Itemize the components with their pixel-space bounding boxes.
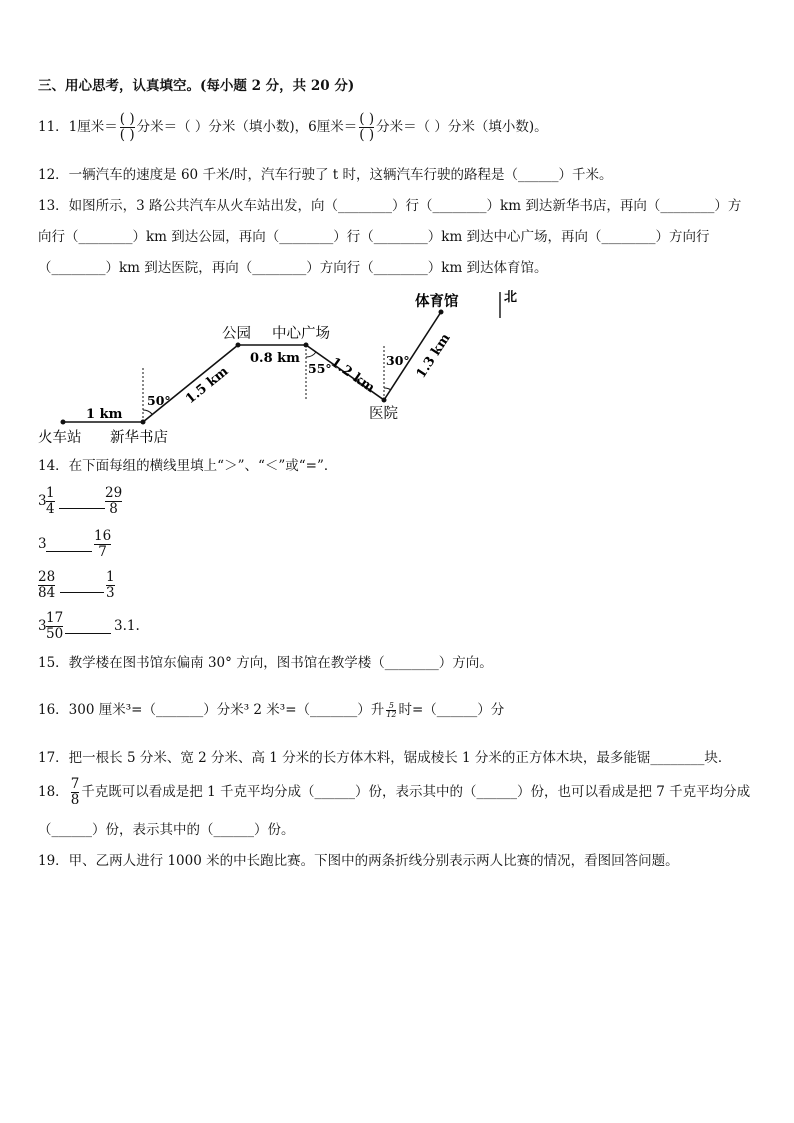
row1-right-den: 8 (109, 501, 118, 517)
row2-right-num: 16 (94, 528, 112, 544)
q18-fraction-den: 8 (70, 792, 80, 808)
q18-fraction (71, 777, 80, 808)
q11-fraction-1 (120, 112, 135, 143)
north-label: 北 (504, 290, 518, 305)
question-18-line-1 (38, 772, 750, 812)
row1-left-fraction (46, 486, 55, 517)
question-16 (38, 696, 504, 724)
q16-fraction (386, 702, 396, 719)
section-title: 三、用心思考，认真填空。(每小题 2 分，共 20 分) (38, 78, 355, 94)
label-station: 火车站 (38, 430, 82, 446)
label-center: 中心广场 (272, 326, 330, 342)
row1-whole: 3 (38, 493, 47, 509)
row1-left-den: 4 (46, 501, 55, 517)
row3-answer-blank[interactable] (60, 592, 104, 593)
q16-part1: 16．300 厘米³=（_______）分米³ 2 米³=（_______）升 (38, 702, 385, 718)
q11-fraction-2 (359, 112, 374, 143)
question-14: 14．在下面每组的横线里填上“＞”、“＜”或“=”． (38, 458, 338, 474)
row2-answer-blank[interactable] (46, 551, 92, 552)
label-stadium: 体育馆 (415, 293, 459, 310)
question-15: 15．教学楼在图书馆东偏南 30° 方向，图书馆在教学楼（________）方向。 (38, 655, 493, 671)
question-13-line-2: 向行（________）km 到达公园，再向（________）行（________）km 到达中心广场，再向（________）方向行 (38, 229, 710, 245)
row3-left-den: 84 (38, 585, 56, 601)
question-18-line-2: （______）份，表示其中的（______）份。 (38, 822, 295, 838)
q16-fraction-num: 5 (388, 701, 394, 710)
question-17: 17．把一根长 5 分米、宽 2 分米、高 1 分米的长方体木料，锯成棱长 1 分米的正方体木块，最多能锯________块． (38, 750, 732, 766)
angle-label-50: 50° (147, 393, 171, 408)
point-station (61, 420, 66, 425)
row3-right-num: 1 (106, 569, 115, 585)
q11-part1: 11．1厘米＝ (38, 119, 118, 135)
q11-part3: 分米＝（ ）分米（填小数)。 (376, 119, 548, 135)
angle-arc-30 (384, 388, 391, 390)
q11-f2-denominator[interactable]: ( ) (359, 127, 375, 143)
angle-label-30: 30° (386, 353, 410, 368)
row1-right-num: 29 (105, 485, 123, 501)
distance-3: 0.8 km (250, 351, 300, 366)
question-11 (38, 112, 548, 143)
row3-left-num: 28 (38, 569, 56, 585)
row3-left-fraction (38, 570, 55, 601)
row3-right-fraction (106, 570, 115, 601)
row1-left-num: 1 (46, 485, 55, 501)
row4-whole: 3 (38, 618, 47, 634)
point-stadium (439, 310, 444, 315)
route-map (30, 282, 550, 452)
distance-5: 1.3 km (413, 331, 454, 382)
q18-part1: 千克既可以看成是把 1 千克平均分成（______）份，表示其中的（______）份，也可以看成是把 7 千克平均分成 (81, 784, 751, 800)
label-hospital: 医院 (369, 406, 398, 422)
row4-left-fraction (46, 611, 63, 642)
distance-1: 1 km (86, 407, 123, 422)
row4-left-den: 50 (46, 626, 64, 642)
row2-right-den: 7 (98, 544, 107, 560)
question-13-line-3: （________）km 到达医院，再向（________）方向行（________）km 到达体育馆。 (38, 260, 548, 276)
question-12: 12．一辆汽车的速度是 60 千米/时，汽车行驶了 t 时，这辆汽车行驶的路程是（______）千米。 (38, 167, 613, 183)
q11-f1-numerator[interactable]: ( ) (119, 111, 135, 127)
point-bookstore (141, 420, 146, 425)
angle-label-55: 55° (308, 361, 332, 376)
row3-right-den: 3 (106, 585, 115, 601)
q16-part2: 时=（______）分 (398, 702, 505, 718)
distance-2: 1.5 km (183, 364, 232, 408)
distance-4: 1.2 km (327, 354, 378, 396)
row1-right-fraction (105, 486, 122, 517)
point-hospital (382, 398, 387, 403)
row4-answer-blank[interactable] (65, 633, 111, 634)
label-bookstore: 新华书店 (110, 430, 168, 446)
q11-f2-numerator[interactable]: ( ) (359, 111, 375, 127)
q18-index: 18． (38, 784, 69, 800)
question-19: 19．甲、乙两人进行 1000 米的中长跑比赛。下图中的两条折线分别表示两人比赛的情况，看图回答问题。 (38, 853, 679, 869)
row2-left: 3 (38, 536, 47, 552)
q11-part2: 分米＝（ ）分米（填小数)，6厘米＝ (136, 119, 358, 135)
q16-fraction-den: 12 (386, 710, 397, 719)
row2-right-fraction (94, 529, 111, 560)
label-park: 公园 (222, 326, 251, 342)
angle-arc-55 (306, 352, 316, 357)
q18-fraction-num: 7 (70, 776, 80, 792)
q11-f1-denominator[interactable]: ( ) (119, 127, 135, 143)
point-park (236, 343, 241, 348)
angle-arc-50 (143, 410, 152, 414)
row1-answer-blank[interactable] (59, 508, 105, 509)
segment-bookstore-park (143, 345, 238, 422)
question-13-line-1: 13．如图所示，3 路公共汽车从火车站出发，向（________）行（________）km 到达新华书店，再向（________）方 (38, 198, 742, 214)
row4-left-num: 17 (46, 610, 64, 626)
row4-right: 3.1. (114, 618, 140, 634)
point-center (304, 343, 309, 348)
